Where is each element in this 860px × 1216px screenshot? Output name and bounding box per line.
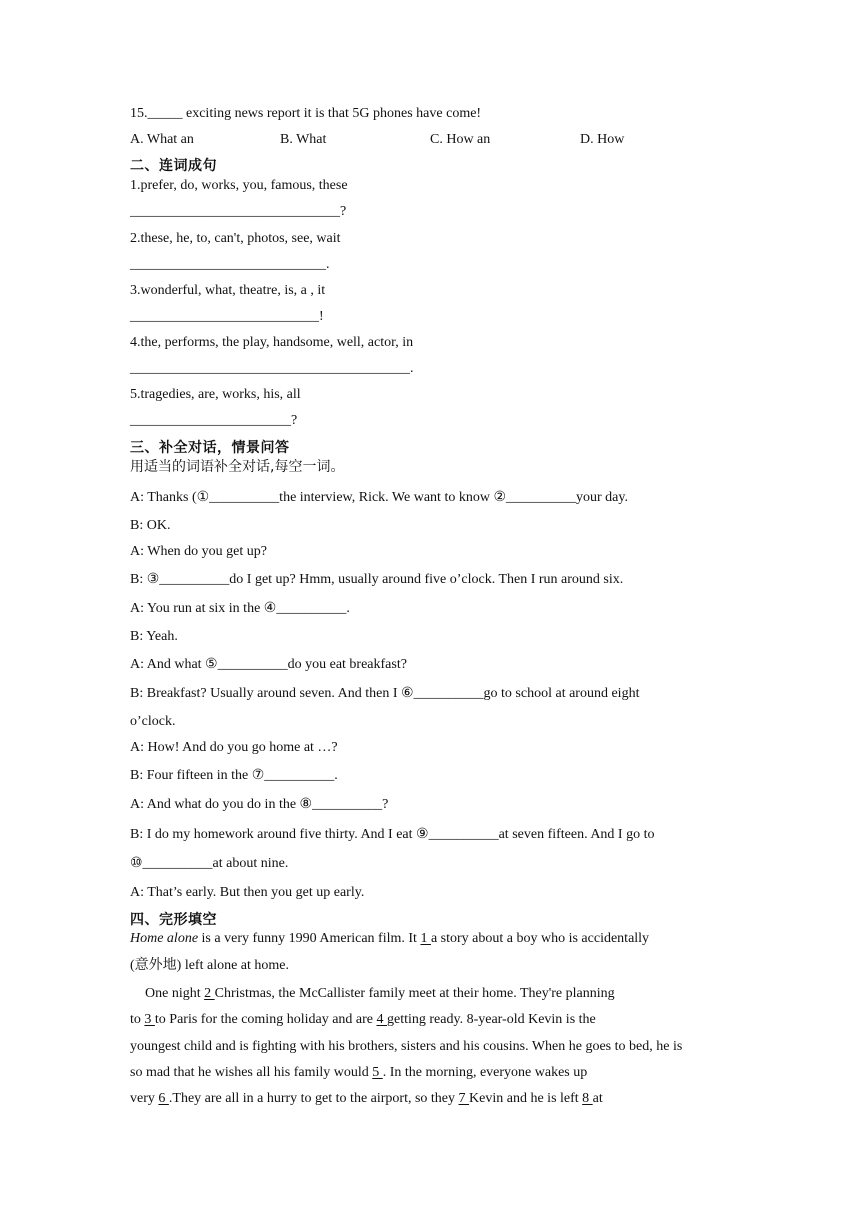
cloze-text: One night (145, 986, 205, 1001)
cloze-text: to (130, 1012, 145, 1027)
sentence-3-answer-line: ___________________________! (130, 309, 324, 324)
sentence-2-words: 2.these, he, to, can't, photos, see, wait (130, 231, 341, 246)
cloze-text: at (592, 1091, 603, 1106)
dialogue-line: B: ③__________do I get up? Hmm, usually around five o’clock. Then I run around six. (130, 572, 624, 587)
section-3-title: 三、补全对话，情景问答 (130, 440, 290, 456)
section-3-instruction: 用适当的词语补全对话,每空一词。 (130, 459, 345, 475)
cloze-blank-2: 2 (204, 986, 215, 1001)
question-15-stem: 15._____ exciting news report it is that 5G phones have come! (130, 106, 482, 121)
dialogue-line: B: Four fifteen in the ⑦__________. (130, 768, 338, 783)
dialogue-line: A: When do you get up? (130, 544, 267, 559)
option-a: A. What an (130, 132, 194, 147)
cloze-text: youngest child and is fighting with his brothers, sisters and his cousins. When he goes to bed, he is (130, 1039, 683, 1054)
cloze-text: so mad that he wishes all his family would (130, 1065, 373, 1080)
dialogue-line: B: OK. (130, 518, 171, 533)
dialogue-line: B: Yeah. (130, 629, 178, 644)
sentence-2-answer-line: ____________________________. (130, 257, 330, 272)
dialogue-line: A: How! And do you go home at …? (130, 740, 338, 755)
cloze-paragraph-2-line (130, 1090, 603, 1108)
sentence-1-words: 1.prefer, do, works, you, famous, these (130, 178, 348, 193)
dialogue-line: o’clock. (130, 714, 176, 729)
cloze-paragraph-1-line: (意外地) left alone at home. (130, 958, 290, 973)
cloze-text: a story about a boy who is accidentally (430, 931, 650, 946)
cloze-paragraph-2-line (130, 1038, 682, 1056)
cloze-text: getting ready. 8-year-old Kevin is the (387, 1012, 596, 1027)
cloze-blank-5: 5 (372, 1065, 383, 1080)
dialogue-line: B: Breakfast? Usually around seven. And then I ⑥__________go to school at around eight (130, 686, 640, 701)
sentence-1-answer-line: ______________________________? (130, 204, 347, 219)
sentence-3-words: 3.wonderful, what, theatre, is, a , it (130, 283, 326, 298)
cloze-blank-7: 7 (458, 1091, 470, 1106)
cloze-paragraph-2-line (130, 1064, 587, 1082)
cloze-text: Kevin and he is left (469, 1091, 583, 1106)
cloze-text: Christmas, the McCallister family meet at their home. They're planning (214, 986, 615, 1001)
section-2-title: 二、连词成句 (130, 158, 217, 174)
cloze-blank-8: 8 (582, 1091, 593, 1106)
dialogue-line: A: Thanks (①__________the interview, Rick. We want to know ②__________your day. (130, 490, 628, 505)
cloze-text: very (130, 1091, 159, 1106)
sentence-4-answer-line: ________________________________________. (130, 361, 414, 376)
cloze-blank-1: 1 (420, 931, 431, 946)
cloze-blank-4: 4 (376, 1012, 387, 1027)
cloze-text: . In the morning, everyone wakes up (382, 1065, 588, 1080)
section-4-title: 四、完形填空 (130, 912, 217, 928)
cloze-paragraph-1-line (130, 930, 649, 948)
cloze-text: is a very funny 1990 American film. It (198, 931, 421, 946)
option-b: B. What (280, 132, 327, 147)
dialogue-line: B: I do my homework around five thirty. And I eat ⑨__________at seven fifteen. And I go to (130, 827, 655, 842)
cloze-text: .They are all in a hurry to get to the airport, so they (168, 1091, 459, 1106)
cloze-blank-6: 6 (158, 1091, 169, 1106)
cloze-paragraph-2-line (130, 1011, 596, 1029)
sentence-5-words: 5.tragedies, are, works, his, all (130, 387, 301, 402)
sentence-4-words: 4.the, performs, the play, handsome, well, actor, in (130, 335, 414, 350)
cloze-paragraph-2-line (145, 985, 615, 1003)
option-d: D. How (580, 132, 625, 147)
dialogue-line: A: And what do you do in the ⑧__________? (130, 797, 389, 812)
option-c: C. How an (430, 132, 491, 147)
dialogue-line: A: You run at six in the ④__________. (130, 601, 350, 616)
film-title: Home alone (130, 931, 199, 946)
sentence-5-answer-line: _______________________? (130, 413, 298, 428)
dialogue-line: ⑩__________at about nine. (130, 856, 289, 871)
cloze-text: to Paris for the coming holiday and are (154, 1012, 377, 1027)
cloze-blank-3: 3 (144, 1012, 155, 1027)
dialogue-line: A: That’s early. But then you get up early. (130, 885, 365, 900)
dialogue-line: A: And what ⑤__________do you eat breakfast? (130, 657, 407, 672)
